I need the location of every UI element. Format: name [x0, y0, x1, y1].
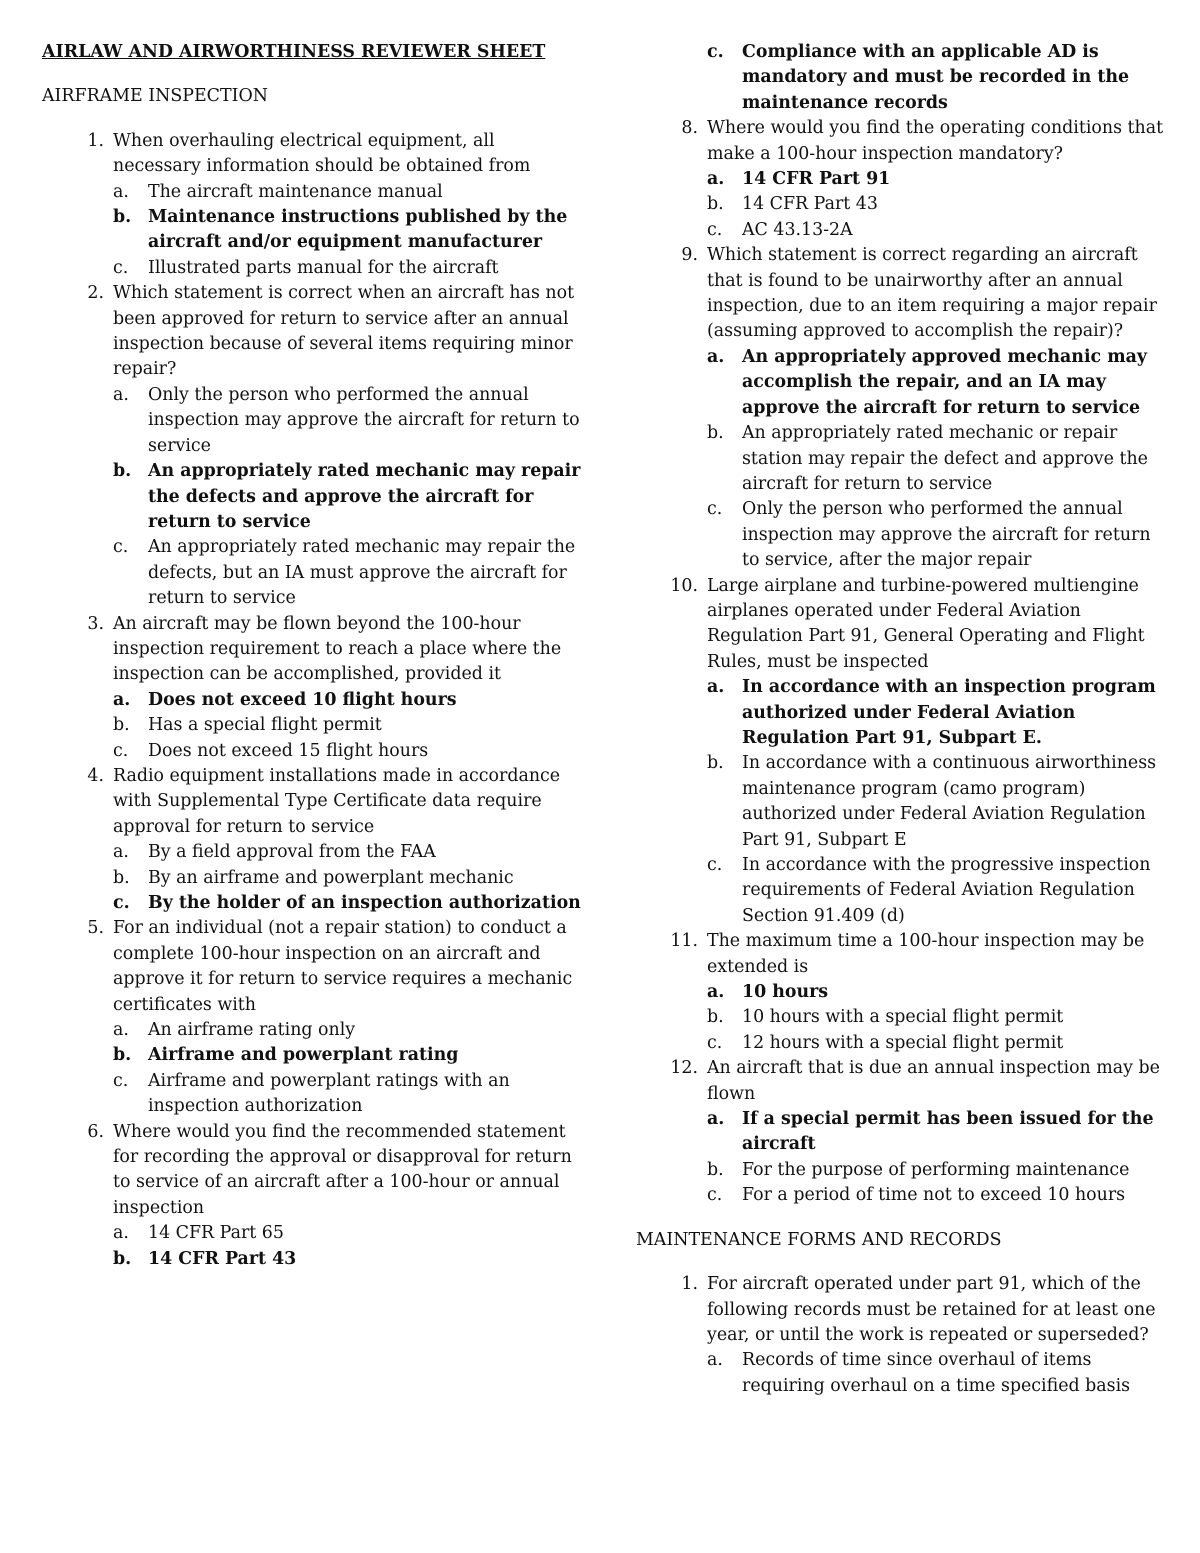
- answer-choice: [113, 180, 582, 205]
- choice-letter: a.: [113, 689, 131, 710]
- choice-text: In accordance with an inspection program authorized under Federal Aviation Regulation Part 91, Subpart E.: [742, 677, 1156, 748]
- answer-choice: [113, 1221, 582, 1246]
- choice-letter: a.: [113, 1020, 129, 1041]
- choice-text: Maintenance instructions published by the aircraft and/or equipment manufacturer: [148, 207, 568, 253]
- choice-list: [113, 1018, 582, 1120]
- answer-choice: [113, 1018, 582, 1043]
- choice-text: 14 CFR Part 43: [742, 194, 878, 215]
- choice-text: In accordance with a continuous airworthiness maintenance program (camo program) authorized under Federal Aviation Regulation Part 91, Subpart E: [742, 753, 1157, 850]
- question-text: Large airplane and turbine-powered multiengine airplanes operated under Federal Aviation Regulation Part 91, General Operating and Flight Rules, must be inspected: [707, 575, 1145, 672]
- choice-text: An appropriately rated mechanic or repair station may repair the defect and approve the aircraft for return to service: [742, 423, 1148, 494]
- choice-list: [707, 167, 1166, 243]
- question-item: [636, 929, 1166, 1056]
- answer-choice-correct: [113, 891, 582, 916]
- right-column: [636, 40, 1166, 1399]
- choice-letter: b.: [113, 1248, 132, 1269]
- choice-letter: b.: [707, 423, 724, 444]
- choice-text: Does not exceed 15 flight hours: [148, 740, 429, 761]
- choice-letter: b.: [113, 1045, 132, 1066]
- choice-list: [113, 688, 582, 764]
- question-number: 11.: [670, 931, 698, 952]
- choice-letter: a.: [707, 169, 725, 190]
- choice-text: In accordance with the progressive inspection requirements of Federal Aviation Regulation Section 91.409 (d): [742, 855, 1151, 926]
- answer-choice-correct: [707, 675, 1166, 751]
- choice-letter: b.: [707, 194, 724, 215]
- question-item: [42, 1120, 582, 1272]
- choice-list: [113, 383, 582, 612]
- question-number: 9.: [681, 245, 698, 266]
- answer-choice: [707, 192, 1166, 217]
- answer-choice: [113, 713, 582, 738]
- answer-choice-correct: [113, 688, 582, 713]
- answer-choice: [113, 383, 582, 459]
- choice-text: Records of time since overhaul of items requiring overhaul on a time specified basis: [742, 1350, 1131, 1396]
- choice-letter: c.: [707, 219, 723, 240]
- choice-text: Compliance with an applicable AD is mandatory and must be recorded in the maintenance records: [742, 42, 1130, 113]
- choice-letter: a.: [113, 1223, 129, 1244]
- choice-letter: c.: [113, 1070, 129, 1091]
- answer-choice: [707, 1183, 1166, 1208]
- answer-choice: [113, 535, 582, 611]
- choice-text: For the purpose of performing maintenance: [742, 1159, 1130, 1180]
- choice-letter: b.: [707, 1159, 724, 1180]
- answer-choice-correct: [707, 40, 1166, 116]
- question-text: Which statement is correct regarding an aircraft that is found to be unairworthy after an annual inspection, due to an item requiring a major repair (assuming approved to accomplish the repair)?: [707, 245, 1157, 342]
- question-item: [636, 1056, 1166, 1208]
- choice-text: 14 CFR Part 65: [148, 1223, 284, 1244]
- answer-choice-correct: [113, 459, 582, 535]
- choice-text: 10 hours with a special flight permit: [742, 1007, 1064, 1028]
- choice-text: The aircraft maintenance manual: [148, 181, 443, 202]
- choice-letter: a.: [707, 346, 725, 367]
- question-list: [42, 129, 582, 1272]
- choice-text: By the holder of an inspection authorization: [148, 893, 581, 913]
- choice-list: [113, 840, 582, 916]
- question-text: An aircraft may be flown beyond the 100-hour inspection requirement to reach a place where the inspection can be accomplished, provided it: [113, 613, 562, 685]
- choice-letter: b.: [707, 753, 724, 774]
- answer-choice-correct: [707, 980, 1166, 1005]
- choice-text: By a field approval from the FAA: [148, 842, 436, 863]
- choice-text: For a period of time not to exceed 10 hours: [742, 1185, 1126, 1206]
- choice-letter: c.: [707, 42, 724, 62]
- question-number: 6.: [87, 1121, 104, 1142]
- choice-list: [707, 1107, 1166, 1209]
- choice-text: 14 CFR Part 91: [742, 169, 891, 190]
- question-item: [42, 764, 582, 916]
- choice-letter: a.: [707, 1350, 723, 1371]
- answer-choice: [707, 1158, 1166, 1183]
- section-heading-airframe-inspection: AIRFRAME INSPECTION: [42, 86, 268, 107]
- answer-choice: [113, 256, 582, 281]
- choice-text: 10 hours: [742, 982, 829, 1003]
- answer-choice-correct: [113, 205, 582, 256]
- choice-letter: b.: [113, 207, 132, 228]
- choice-text: Airframe and powerplant rating: [148, 1045, 459, 1066]
- question-number: 12.: [670, 1058, 698, 1079]
- choice-text: If a special permit has been issued for the aircraft: [742, 1109, 1154, 1155]
- question-text: Which statement is correct when an aircraft has not been approved for return to service after an annual inspection because of several items requiring minor repair?: [113, 283, 575, 380]
- answer-choice-correct: [707, 1107, 1166, 1158]
- choice-letter: c.: [707, 1032, 723, 1053]
- question-text: An aircraft that is due an annual inspection may be flown: [707, 1058, 1160, 1104]
- answer-choice-correct: [113, 1247, 582, 1272]
- question-text: Where would you find the operating conditions that make a 100-hour inspection mandatory?: [707, 118, 1164, 164]
- answer-choice-correct: [707, 167, 1166, 192]
- choice-list: [113, 1221, 582, 1272]
- choice-list: [707, 345, 1166, 574]
- question-item: [636, 1272, 1166, 1399]
- question-item: [42, 916, 582, 1119]
- answer-choice: [113, 866, 582, 891]
- choice-text: An appropriately rated mechanic may repair the defects and approve the aircraft for return to service: [148, 461, 581, 532]
- answer-choice: [707, 1031, 1166, 1056]
- question-text: Where would you find the recommended statement for recording the approval or disapproval for return to service of an aircraft after a 100-hour or annual inspection: [113, 1121, 572, 1218]
- choice-letter: c.: [113, 740, 129, 761]
- question-item: [636, 40, 1166, 116]
- choice-letter: b.: [707, 1007, 724, 1028]
- choice-list: [707, 40, 1166, 116]
- left-column: [42, 40, 582, 1272]
- choice-text: Does not exceed 10 flight hours: [148, 689, 457, 710]
- question-number: 1.: [87, 130, 104, 151]
- answer-choice: [707, 1348, 1166, 1399]
- choice-list: [707, 675, 1166, 929]
- choice-text: An appropriately rated mechanic may repair the defects, but an IA must approve the aircraft for return to service: [148, 537, 576, 609]
- question-item: [636, 574, 1166, 930]
- choice-list: [113, 180, 582, 282]
- choice-letter: c.: [707, 499, 723, 520]
- question-item: [42, 612, 582, 764]
- choice-letter: a.: [113, 842, 129, 863]
- choice-letter: a.: [707, 1109, 725, 1130]
- choice-letter: b.: [113, 461, 132, 482]
- choice-letter: b.: [113, 715, 130, 736]
- question-text: For an individual (not a repair station) to conduct a complete 100-hour inspection on an aircraft and approve it for return to service requires a mechanic certificates with: [113, 918, 573, 1015]
- question-number: 1.: [681, 1274, 698, 1295]
- choice-text: Only the person who performed the annual inspection may approve the aircraft for return to service: [148, 384, 580, 456]
- choice-list: [707, 980, 1166, 1056]
- choice-letter: a.: [113, 384, 129, 405]
- document-title: AIRLAW AND AIRWORTHINESS REVIEWER SHEET: [42, 42, 546, 62]
- choice-letter: c.: [113, 893, 130, 913]
- question-text: When overhauling electrical equipment, all necessary information should be obtained from: [113, 130, 531, 177]
- choice-text: Illustrated parts manual for the aircraft: [148, 257, 499, 278]
- choice-letter: a.: [707, 982, 725, 1003]
- question-item: [636, 243, 1166, 573]
- choice-letter: b.: [113, 867, 130, 888]
- choice-text: AC 43.13-2A: [742, 219, 853, 240]
- choice-letter: c.: [707, 1185, 723, 1206]
- answer-choice: [707, 751, 1166, 853]
- question-item: [42, 129, 582, 281]
- choice-letter: c.: [113, 257, 129, 278]
- answer-choice-correct: [113, 1043, 582, 1068]
- question-number: 8.: [681, 118, 698, 139]
- answer-choice: [113, 840, 582, 865]
- answer-choice: [113, 739, 582, 764]
- choice-text: Airframe and powerplant ratings with an inspection authorization: [148, 1070, 510, 1117]
- choice-text: Only the person who performed the annual inspection may approve the aircraft for return to service, after the major repair: [742, 499, 1151, 571]
- answer-choice: [707, 421, 1166, 497]
- question-number: 3.: [87, 613, 104, 634]
- answer-choice: [707, 218, 1166, 243]
- choice-letter: c.: [113, 537, 129, 558]
- choice-text: Has a special flight permit: [148, 715, 382, 736]
- choice-text: 14 CFR Part 43: [148, 1248, 297, 1269]
- answer-choice-correct: [707, 345, 1166, 421]
- question-list-continued: [636, 40, 1166, 1209]
- choice-list: [707, 1348, 1166, 1399]
- question-text: The maximum time a 100-hour inspection may be extended is: [707, 931, 1145, 977]
- question-text: Radio equipment installations made in accordance with Supplemental Type Certificate data require approval for return to service: [113, 765, 561, 837]
- question-number: 2.: [87, 283, 104, 304]
- question-list-maintenance: [636, 1272, 1166, 1399]
- question-number: 4.: [87, 765, 104, 786]
- section-heading-maintenance-forms: MAINTENANCE FORMS AND RECORDS: [636, 1229, 1002, 1250]
- answer-choice: [113, 1069, 582, 1120]
- choice-text: By an airframe and powerplant mechanic: [148, 867, 514, 888]
- answer-choice: [707, 853, 1166, 929]
- choice-text: 12 hours with a special flight permit: [742, 1032, 1064, 1053]
- answer-choice: [707, 1005, 1166, 1030]
- question-text: For aircraft operated under part 91, which of the following records must be retained for at least one year, or until the work is repeated or superseded?: [707, 1274, 1156, 1345]
- answer-choice: [707, 497, 1166, 573]
- choice-text: An appropriately approved mechanic may accomplish the repair, and an IA may approve the aircraft for return to service: [742, 346, 1147, 418]
- question-item: [636, 116, 1166, 243]
- question-number: 5.: [87, 918, 104, 939]
- choice-letter: a.: [113, 181, 129, 202]
- choice-text: An airframe rating only: [148, 1020, 356, 1041]
- question-number: 10.: [670, 575, 698, 596]
- choice-letter: a.: [707, 677, 725, 698]
- choice-letter: c.: [707, 855, 723, 875]
- question-item: [42, 281, 582, 611]
